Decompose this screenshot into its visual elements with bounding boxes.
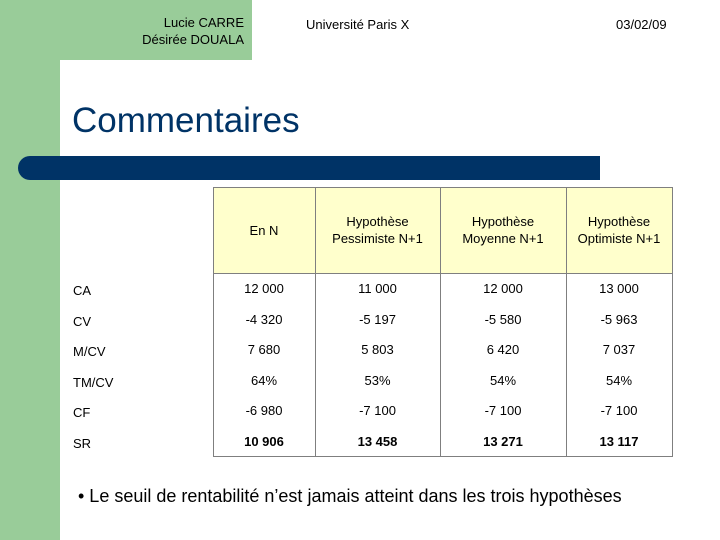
column-header xyxy=(315,187,440,273)
table-cell: 12 000 xyxy=(244,281,284,296)
conclusion-bullet: • Le seuil de rentabilité n’est jamais atteint dans les trois hypothèses xyxy=(78,486,622,506)
table-cell: -7 100 xyxy=(359,403,396,418)
column-header-text: En N xyxy=(249,222,279,238)
slide-date: 03/02/09 xyxy=(616,17,667,32)
table-cell: 64% xyxy=(250,373,278,388)
table-hline xyxy=(213,273,673,274)
row-label: CA xyxy=(73,283,92,298)
row-label: CF xyxy=(73,405,91,420)
table-cell: 12 000 xyxy=(483,281,523,296)
table-cell: 10 906 xyxy=(244,434,284,449)
left-decor-band xyxy=(0,0,60,540)
author-line-1: Lucie CARRE xyxy=(163,15,244,30)
table-cell: 54% xyxy=(489,373,517,388)
row-label: SR xyxy=(73,436,92,451)
table-cell: 13 271 xyxy=(483,434,523,449)
table-cell: 13 458 xyxy=(357,434,398,449)
table-cell: 5 803 xyxy=(361,342,394,357)
row-label: M/CV xyxy=(73,344,106,359)
row-label: TM/CV xyxy=(73,375,114,390)
column-header xyxy=(566,187,672,273)
table-cell: -7 100 xyxy=(484,403,522,418)
author-line-2: Désirée DOUALA xyxy=(142,32,244,47)
university-name: Université Paris X xyxy=(306,17,410,32)
table-cell: 53% xyxy=(364,373,391,388)
author-names xyxy=(60,14,244,48)
table-cell: 54% xyxy=(605,373,633,388)
table-hline xyxy=(213,456,673,457)
row-label: CV xyxy=(73,314,92,329)
column-header-text: Hypothèse Pessimiste N+1 xyxy=(332,214,423,246)
table-cell: -6 980 xyxy=(245,403,283,418)
slide-title: Commentaires xyxy=(72,101,300,140)
table-vline xyxy=(672,187,673,456)
table-cell: 7 680 xyxy=(247,342,281,357)
table-cell: -5 197 xyxy=(359,312,396,327)
column-header xyxy=(213,187,315,273)
column-header-text: Hypothèse Optimiste N+1 xyxy=(577,214,661,246)
table-cell: -4 320 xyxy=(245,312,283,327)
column-header xyxy=(440,187,566,273)
column-header-text: Hypothèse Moyenne N+1 xyxy=(462,214,544,246)
table-cell: -5 580 xyxy=(484,312,522,327)
table-cell: -5 963 xyxy=(600,312,638,327)
title-rule xyxy=(18,156,600,180)
table-cell: 7 037 xyxy=(602,342,636,357)
table-cell: 13 000 xyxy=(599,281,639,296)
table-cell: -7 100 xyxy=(600,403,638,418)
table-cell: 13 117 xyxy=(599,434,639,449)
table-cell: 6 420 xyxy=(486,342,520,357)
table-cell: 11 000 xyxy=(358,281,397,296)
